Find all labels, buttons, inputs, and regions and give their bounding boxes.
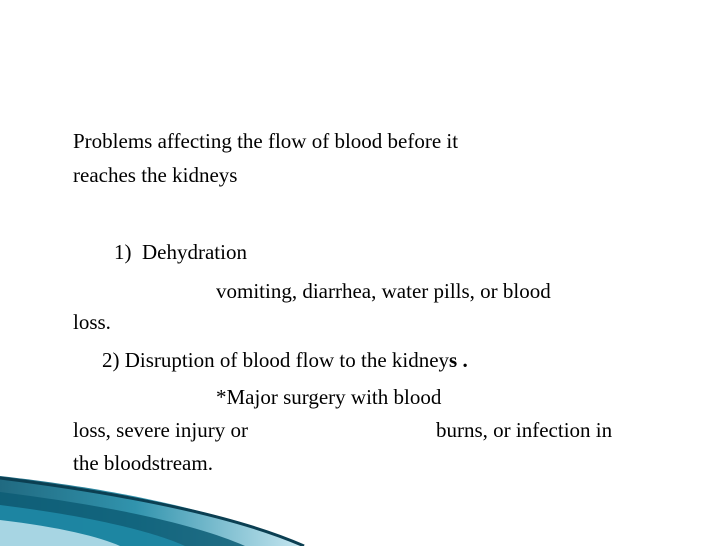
heading-line-1: Problems affecting the flow of blood before it [73,129,459,153]
item-2-detail-line-2a: loss, severe injury or [73,418,248,442]
item-1-number: 1) [114,240,132,264]
item-2-title-text: 2) Disruption of blood flow to the kidney [102,348,450,372]
item-1-detail-line-1: vomiting, diarrhea, water pills, or blood [216,279,551,303]
item-2-detail-line-1: *Major surgery with blood [216,385,442,409]
item-2-detail-line-2b: burns, or infection in [436,418,613,442]
heading-line-2: reaches the kidneys [73,163,238,187]
item-1-detail-line-2: loss. [73,310,111,334]
item-1-title-text: Dehydration [142,240,247,264]
item-2-title-bold: s . [449,348,468,372]
item-2-detail-line-3: the bloodstream. [73,451,213,475]
